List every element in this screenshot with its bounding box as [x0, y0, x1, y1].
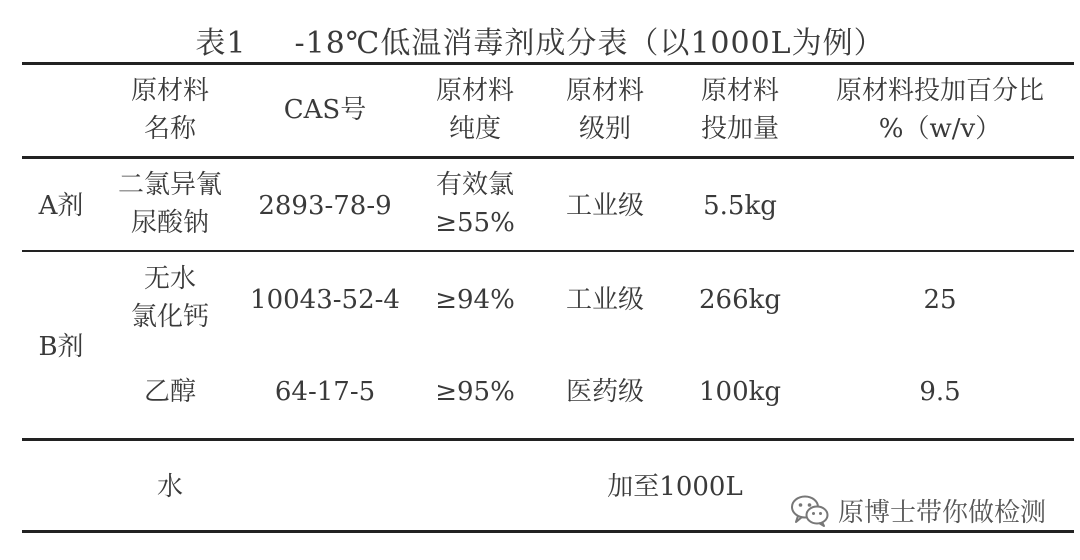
table-number: 表1 — [195, 26, 247, 61]
wechat-icon — [790, 494, 830, 528]
row-b2-cas: 64-17-5 — [274, 377, 376, 407]
row-b2-purity: ≥95% — [435, 377, 515, 407]
header-name: 原材料 名称 — [130, 76, 209, 144]
header-purity: 原材料 纯度 — [435, 76, 514, 144]
header-rule — [22, 156, 1074, 159]
row-b1-name: 无水 氯化钙 — [130, 264, 209, 332]
row-b2-percent: 9.5 — [919, 377, 961, 407]
watermark-text: 原博士带你做检测 — [837, 498, 1046, 528]
row-b1-grade: 工业级 — [565, 285, 644, 315]
row-a-purity: 有效氯 ≥55% — [435, 170, 515, 238]
top-rule — [22, 62, 1074, 65]
header-percent: 原材料投加百分比 %（w/v） — [835, 76, 1044, 144]
row-b1-amount: 266kg — [698, 285, 782, 315]
row-a-amount: 5.5kg — [703, 191, 777, 221]
header-amount: 原材料 投加量 — [700, 76, 779, 144]
group-a-label: A剂 — [38, 191, 84, 221]
row-a-cas: 2893-78-9 — [258, 191, 392, 221]
row-b-rule — [22, 438, 1074, 441]
water-value: 加至1000L — [607, 472, 743, 502]
row-b2-amount: 100kg — [698, 377, 782, 407]
row-b1-purity: ≥94% — [435, 285, 515, 315]
table-title — [0, 18, 1080, 62]
row-b2-name: 乙醇 — [143, 377, 196, 407]
row-b1-percent: 25 — [923, 285, 957, 315]
row-a-grade: 工业级 — [565, 191, 644, 221]
header-cas: CAS号 — [283, 95, 367, 125]
row-a-rule — [22, 250, 1074, 252]
table-caption: -18℃低温消毒剂成分表（以1000L为例） — [294, 26, 885, 61]
row-a-name: 二氯异氰 尿酸钠 — [117, 170, 222, 238]
watermark — [790, 492, 1046, 529]
bottom-rule — [22, 530, 1074, 533]
group-b-label: B剂 — [38, 332, 84, 362]
header-grade: 原材料 级别 — [565, 76, 644, 144]
row-b2-grade: 医药级 — [565, 377, 644, 407]
water-name: 水 — [156, 472, 183, 502]
row-b1-cas: 10043-52-4 — [250, 285, 400, 315]
